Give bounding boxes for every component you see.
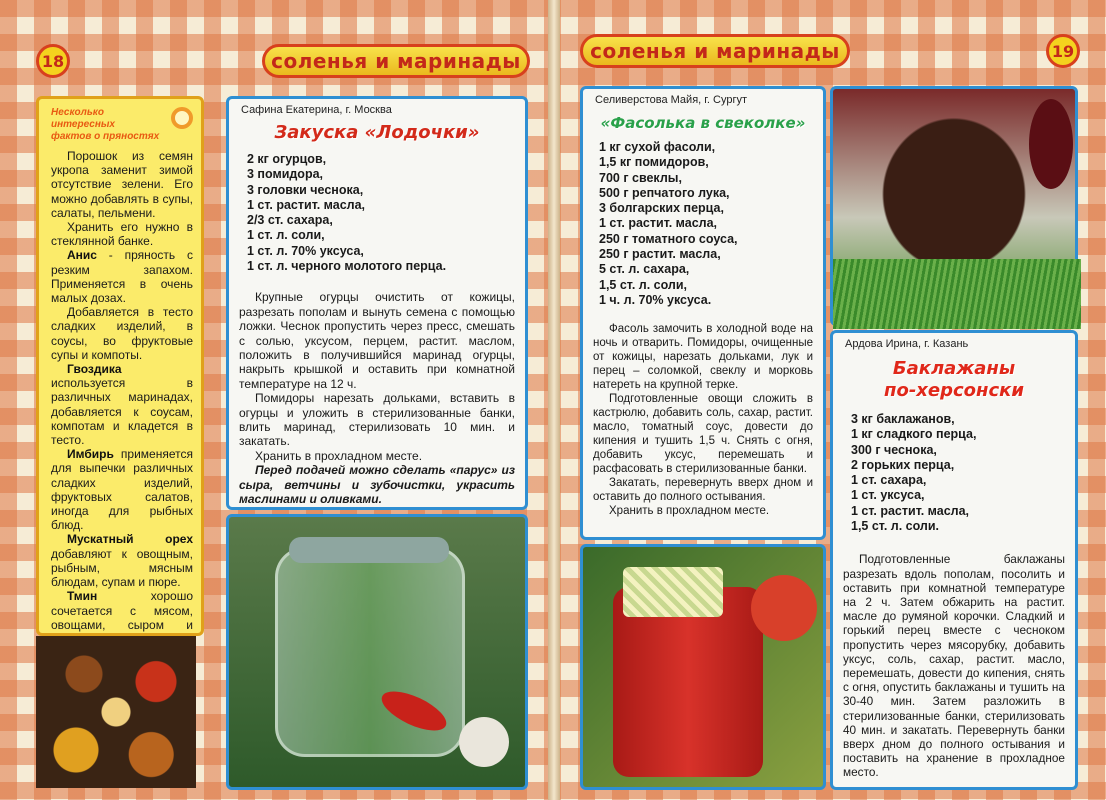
ingredient: 3 помидора, (247, 167, 324, 182)
ingredient: 3 кг баклажанов, (851, 412, 955, 426)
recipe-step: Подготовленные баклажаны разрезать вдоль пополам, посолить и оставить при комнатной температуре на 2 ч. Затем обжарить на растит. масле до румяной корочки. Сладкий и горький перец вместе с чесноком пропустить через мясорубку, добавить уксус, соль, сахар, растит. масло, перемешать, довести до кипения, снять с огня, опустить баклажаны и тушить на 30-40 мин. Затем разложить в стерилизованные банки, стерилизовать 40 мин. и закатать. Перевернуть банки вверх дном до полного остывания и поставить на хранение в прохладное место. (843, 552, 1065, 780)
section-title: соленья и маринады (590, 39, 840, 63)
garlic-bulb (459, 717, 509, 767)
recipe-card-fasolka (580, 86, 826, 540)
ingredient: 2/3 ст. сахара, (247, 213, 333, 228)
ingredient: 3 болгарских перца, (599, 201, 724, 216)
ingredient: 2 горьких перца, (851, 457, 955, 472)
beans-jar-photo (580, 544, 826, 790)
recipe-step: Фасоль замочить в холодной воде на ночь и отварить. Помидоры, очищенные от кожицы, нарезать дольками, лук и перец – соломкой, свеклу и морковь натереть на крупной терке. (593, 323, 813, 392)
ingredient: 1,5 кг помидоров, (599, 155, 709, 170)
ingredients-list (833, 412, 1075, 534)
section-banner-right (580, 34, 850, 68)
recipe-step: Помидоры нарезать дольками, вставить в огурцы и уложить в стерилизованные банки, влить маринад, стерилизовать 10 мин. и закатать. (239, 391, 515, 449)
recipe-tip: Перед подачей можно сделать «парус» из сыра, ветчины и зубочистки, украсить маслинами и оливками. (239, 463, 515, 507)
recipe-title: Баклажаны по-херсонски (884, 358, 1024, 401)
recipe-step: Хранить в прохладном месте. (255, 448, 423, 463)
ingredient: 250 г растит. масла, (599, 247, 721, 262)
tomato (751, 575, 817, 641)
fact-paragraph: Гвоздика используется в различных маринадах, добавляется к соусам, компотам и кладется в тесто. (51, 362, 193, 448)
ingredient: 1 кг сладкого перца, (851, 427, 977, 442)
ingredient: 1 ст. л. 70% уксуса, (247, 243, 364, 258)
recipe-author: Ардова Ирина, г. Казань (845, 338, 969, 350)
fact-paragraph: Анис - пряность с резким запахом. Применяется в очень малых дозах. (51, 248, 193, 306)
facts-heading: Несколько интересных фактов о пряностях (51, 107, 160, 142)
facts-text (39, 149, 201, 646)
jar-cloth-cover (623, 567, 723, 617)
ingredients-list (583, 140, 823, 308)
ingredient: 1,5 ст. л. соли, (599, 277, 688, 292)
recipe-steps (583, 322, 823, 518)
ingredient: 1 ст. растит. масла, (247, 197, 366, 212)
ingredient: 2 кг огурцов, (247, 152, 327, 166)
page-number-left (36, 44, 70, 78)
section-title: соленья и маринады (271, 49, 521, 73)
jar-lid (289, 537, 449, 563)
spice-facts-box (36, 96, 204, 636)
ingredient: 5 ст. л. сахара, (599, 262, 690, 277)
ingredient: 250 г томатного соуса, (599, 231, 738, 246)
recipe-step: Закатать, перевернуть вверх дном и оставить до полного остывания. (593, 477, 813, 504)
ingredient: 1,5 ст. л. соли. (851, 519, 940, 534)
ingredient: 500 г репчатого лука, (599, 185, 730, 200)
ingredient: 1 кг сухой фасоли, (599, 140, 716, 154)
recipe-step: Подготовленные овощи сложить в кастрюлю, добавить соль, сахар, растит. масло, томатный соус, довести до кипения и тушить 1,5 ч. Снять с огня, добавить уксус, перемешать и расфасовать в стерилизованные банки. (593, 393, 813, 476)
recipe-step: Хранить в прохладном месте. (609, 505, 770, 518)
section-banner-left (262, 44, 530, 78)
pickles-jar-photo (226, 514, 528, 790)
recipe-steps (229, 290, 525, 506)
ingredient: 1 ст. л. черного молотого перца. (247, 259, 447, 274)
recipe-card-baklazhany (830, 330, 1078, 790)
page-number-text: 18 (41, 51, 65, 71)
ingredient: 1 ч. л. 70% уксуса. (599, 292, 712, 307)
book-spine (548, 0, 560, 800)
fact-paragraph: Хранить его нужно в стеклянной банке. (51, 220, 193, 249)
ingredient: 1 ст. растит. масла, (851, 503, 970, 518)
ring-icon (171, 107, 193, 129)
page-number-right (1046, 34, 1080, 68)
recipe-steps (833, 552, 1075, 779)
ingredient: 1 ст. уксуса, (851, 488, 925, 503)
recipe-step: Крупные огурцы очистить от кожицы, разрезать пополам и вынуть семена с помощью ложки. Чеснок пропустить через пресс, смешать с солью, уксусом, перцем, растит. маслом, положить в получившийся маринад огурцы, накрыть крышкой и оставить при комнатной температуре на 12 ч. (239, 290, 515, 391)
recipe-author: Сафина Екатерина, г. Москва (241, 104, 392, 116)
ingredients-list (229, 152, 525, 274)
green-onions (833, 259, 1081, 329)
eggplant-photo (830, 86, 1078, 326)
recipe-author: Селиверстова Майя, г. Сургут (595, 94, 748, 106)
ingredient: 1 ст. растит. масла, (599, 216, 718, 231)
fact-paragraph: Мускатный орех добавляют к овощным, рыбным, мясным блюдам, супам и пюре. (51, 532, 193, 590)
fact-paragraph: Добавляется в тесто сладких изделий, в соусы, во фруктовые супы и компоты. (51, 305, 193, 362)
recipe-title: Закуска «Лодочки» (274, 122, 480, 143)
red-onion (1029, 99, 1073, 189)
ingredient: 700 г свеклы, (599, 170, 682, 185)
fact-paragraph: Имбирь применяется для выпечки различных сладких изделий, фруктовых салатов, иногда для рыбных блюд. (51, 447, 193, 533)
recipe-card-lodochki (226, 96, 528, 510)
fact-paragraph: Тмин хорошо сочетается с мясом, овощами, сыром и (51, 589, 193, 632)
spices-photo (36, 636, 196, 788)
fact-paragraph: Порошок из семян укропа заменит зимой отсутствие зелени. Его можно добавлять в супы, салаты, пельмени. (51, 149, 193, 220)
ingredient: 3 головки чеснока, (247, 182, 364, 197)
ingredient: 1 ст. сахара, (851, 473, 927, 488)
ingredient: 300 г чеснока, (851, 442, 937, 457)
page-number-text: 19 (1051, 41, 1075, 61)
ingredient: 1 ст. л. соли, (247, 228, 325, 243)
recipe-title: «Фасолька в свеколке» (600, 114, 806, 132)
